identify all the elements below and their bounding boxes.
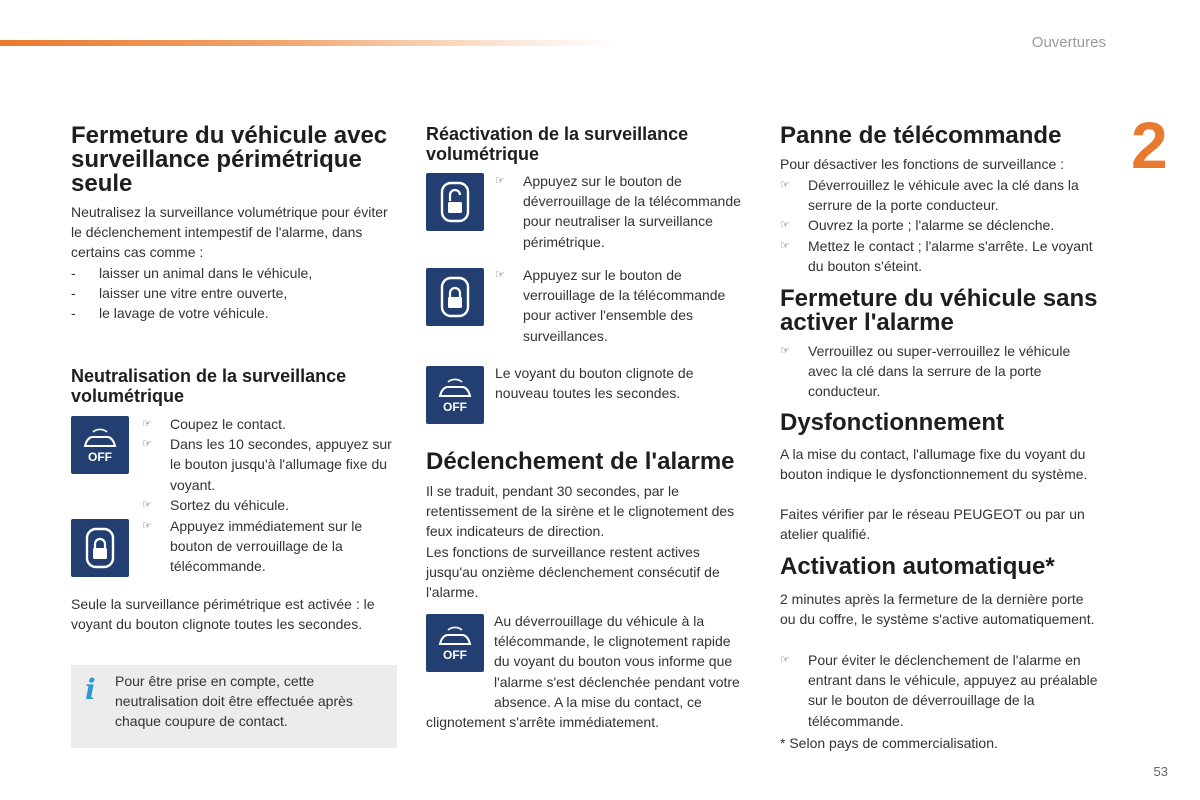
list-item: ☞ Appuyez sur le bouton de déverrouillage de la télécommande pour neutraliser la surveillance périmétrique. (495, 173, 741, 250)
off-label: OFF (443, 648, 467, 662)
alarm-trigger-title: Déclenchement de l'alarme (426, 448, 735, 475)
remote-failure-title: Panne de télécommande (780, 122, 1062, 149)
auto-activation-p: 2 minutes après la fermeture de la dernière porte ou du coffre, le système s'active automatiquement. (780, 591, 1095, 628)
list-item: ☞ Ouvrez la porte ; l'alarme se déclenche. (780, 217, 1055, 234)
list-item: ☞ Dans les 10 secondes, appuyez sur le bouton jusqu'à l'allumage fixe du voyant. (142, 436, 392, 493)
info-text: Pour être prise en compte, cette neutralisation doit être effectuée après chaque coupure de contact. (115, 673, 353, 730)
col1-steps-a (142, 414, 392, 515)
list-item: ☞ Coupez le contact. (142, 416, 286, 432)
list-item: ☞ Appuyez sur le bouton de verrouillage de la télécommande pour activer l'ensemble des surveillances. (495, 267, 726, 344)
lock-button-icon (71, 519, 129, 577)
auto-activation-steps (780, 650, 1100, 731)
unlock-info-text: Au déverrouillage du véhicule à la télécommande, le clignotement rapide du voyant du bouton vous informe que l'alarme s'est déclenchée pendant votre absence. A la mise du contact, ce clignotement s'arrête immédiatement. (426, 613, 740, 731)
page-number: 53 (1153, 764, 1168, 779)
col1-subtitle: Neutralisation de la surveillance volumétrique (71, 366, 347, 406)
list-item: ☞ Mettez le contact ; l'alarme s'arrête. Le voyant du bouton s'éteint. (780, 237, 1093, 274)
malfunction-title: Dysfonctionnement (780, 409, 1005, 436)
col2-title: Réactivation de la surveillance volumétrique (426, 124, 689, 164)
info-icon: i (85, 673, 96, 706)
malfunction-p2: Faites vérifier par le réseau PEUGEOT ou par un atelier qualifié. (780, 506, 1085, 543)
col1-steps-b (142, 516, 392, 577)
col1-dash-list (71, 263, 401, 324)
col1-note: Seule la surveillance périmétrique est activée : le voyant du bouton clignote toutes les secondes. (71, 596, 375, 633)
col1-title: Fermeture du véhicule avec surveillance périmétrique seule (71, 122, 388, 197)
lock-button-icon (426, 268, 484, 326)
list-item: ☞ Déverrouillez le véhicule avec la clé dans la serrure de la porte conducteur. (780, 177, 1079, 214)
off-label: OFF (443, 400, 467, 414)
malfunction-p1: A la mise du contact, l'allumage fixe du voyant du bouton indique le dysfonctionnement du système. (780, 446, 1088, 483)
off-label: OFF (88, 450, 112, 464)
list-item: ☞ Appuyez immédiatement sur le bouton de verrouillage de la télécommande. (142, 518, 363, 575)
auto-activation-title: Activation automatique* (780, 553, 1055, 580)
unlock-button-icon (426, 173, 484, 231)
col2-blink-text: Le voyant du bouton clignote de nouveau toutes les secondes. (495, 365, 694, 402)
alarm-off-button-icon (71, 416, 129, 474)
no-alarm-title: Fermeture du véhicule sans activer l'alarme (780, 285, 1098, 336)
list-item: ☞ Verrouillez ou super-verrouillez le véhicule avec la clé dans la serrure de la porte conducteur. (780, 343, 1071, 400)
list-item: - laisser une vitre entre ouverte, (71, 285, 288, 302)
header-accent-bar (0, 40, 620, 46)
list-item: - le lavage de votre véhicule. (71, 305, 269, 322)
unlock-info (426, 611, 746, 732)
alarm-trigger-p1: Il se traduit, pendant 30 secondes, par le retentissement de la sirène et le clignotement des feux indicateurs de direction. (426, 483, 735, 540)
alarm-off-button-icon (426, 366, 484, 424)
section-title: Ouvertures (1031, 34, 1106, 51)
list-item: ☞ Sortez du véhicule. (142, 496, 290, 513)
col2-step1 (495, 171, 745, 252)
info-box (71, 665, 397, 748)
no-alarm-steps (780, 341, 1100, 402)
chapter-number: 2 (1131, 108, 1168, 182)
col2-step2 (495, 265, 745, 346)
remote-failure-steps (780, 175, 1100, 276)
list-item: - laisser un animal dans le véhicule, (71, 265, 313, 281)
footnote: * Selon pays de commercialisation. (780, 735, 998, 751)
alarm-trigger-p2: Les fonctions de surveillance restent actives jusqu'au onzième déclenchement consécutif de l'alarme. (426, 544, 720, 601)
remote-failure-intro: Pour désactiver les fonctions de surveillance : (780, 156, 1065, 172)
col1-intro: Neutralisez la surveillance volumétrique pour éviter le déclenchement intempestif de l'alarme, dans certains cas comme : (71, 204, 388, 261)
list-item: ☞ Pour éviter le déclenchement de l'alarme en entrant dans le véhicule, appuyez au préalable sur le bouton de déverrouillage de la télécommande. (780, 652, 1098, 729)
